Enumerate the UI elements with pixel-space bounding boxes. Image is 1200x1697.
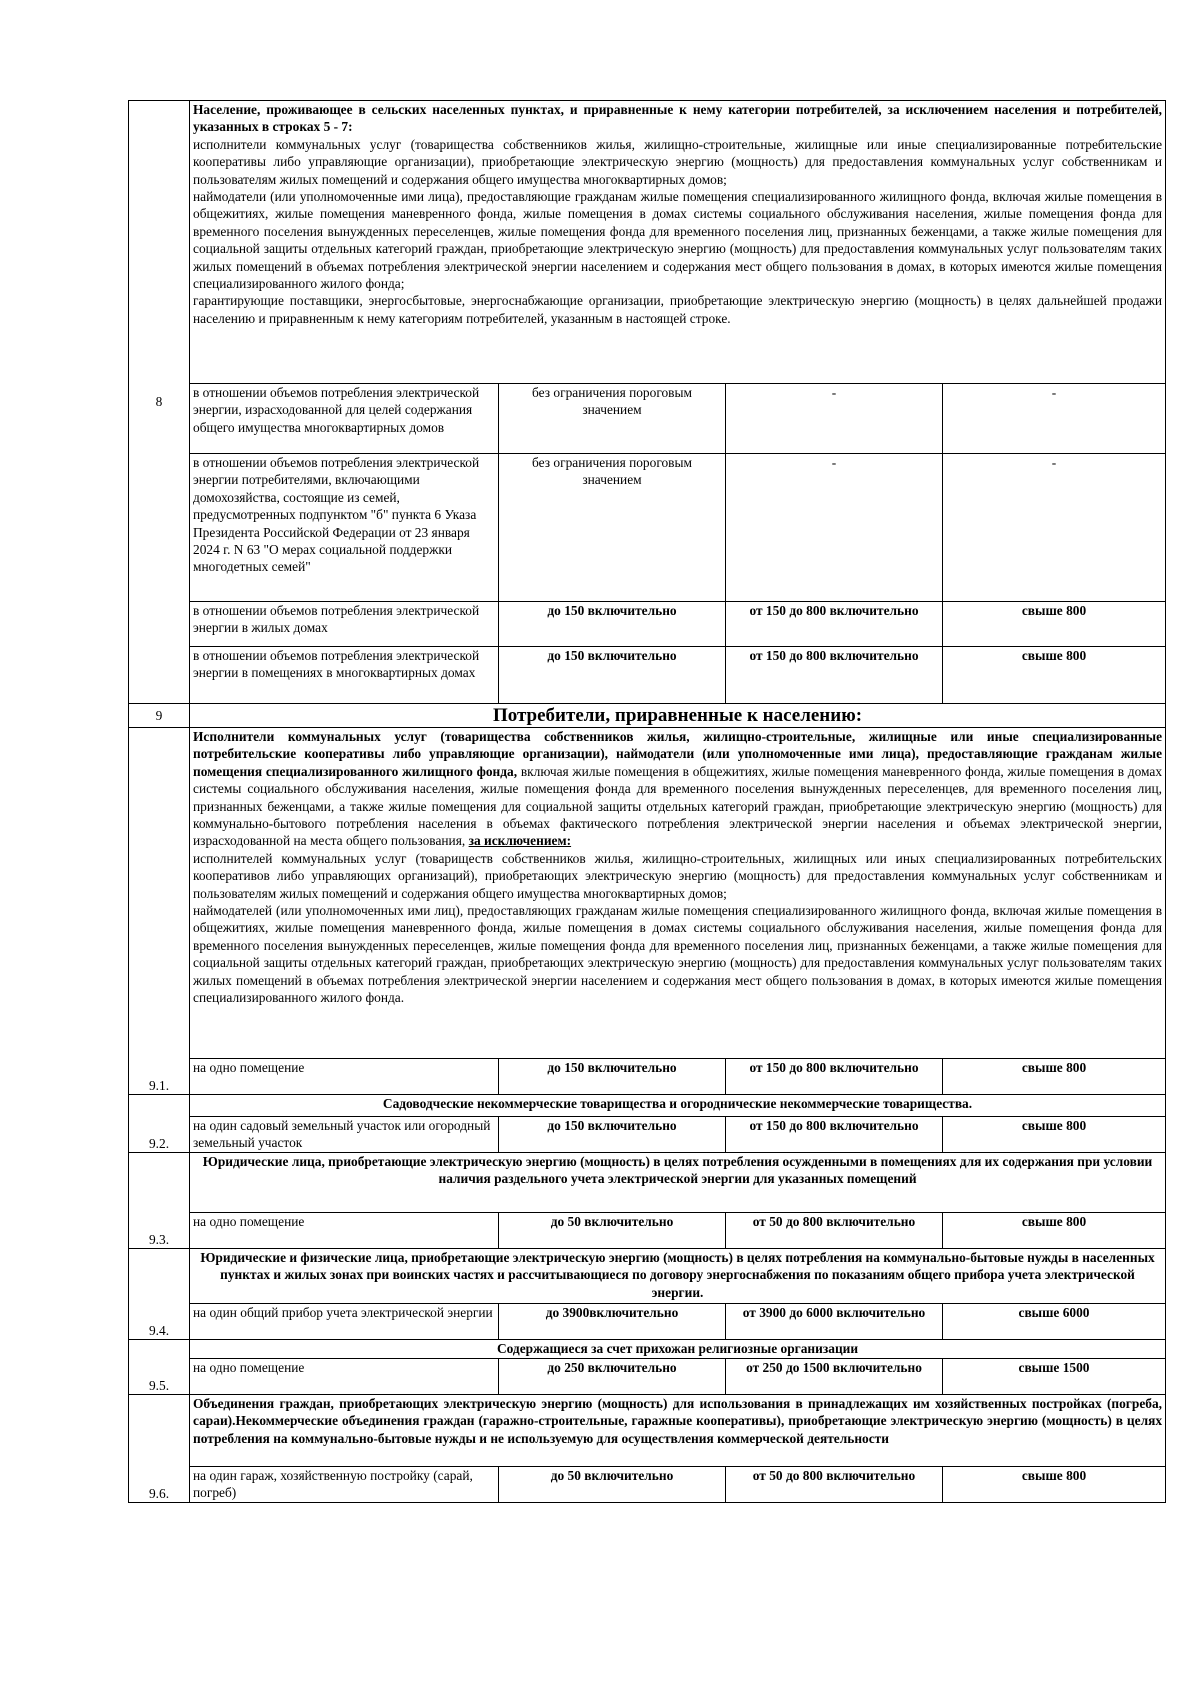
threshold-2: от 250 до 1500 включительно: [726, 1359, 943, 1395]
threshold-1: без ограничения пороговым значением: [499, 384, 726, 454]
threshold-1: до 3900включительно: [499, 1304, 726, 1340]
row-9-1-description: [190, 728, 1166, 1059]
row-8-paragraph-3: гарантирующие поставщики, энергосбытовые, энергоснабжающие организации, приобретающие электрическую энергию (мощность) в целях дальнейшей продажи населению и приравненным к нему категориям потребителей, указанным в настоящей строке.: [193, 293, 1163, 326]
threshold-2: от 150 до 800 включительно: [726, 1059, 943, 1095]
exception-label: за исключением:: [468, 833, 572, 849]
row-number-text: 9.3.: [148, 1231, 170, 1247]
sub-label: в отношении объемов потребления электрической энергии в жилых домах: [190, 602, 499, 647]
row-number-9-3: [129, 1153, 190, 1249]
sub-label: на один гараж, хозяйственную постройку (сарай, погреб): [190, 1467, 499, 1503]
row-number-text: 9.1.: [148, 1077, 170, 1093]
row-number-8: [129, 101, 190, 704]
row-9-3-head: [129, 1153, 1166, 1213]
row-8-sub-3: [129, 602, 1166, 647]
row-number-9-4: [129, 1249, 190, 1340]
row-number-text: 9.6.: [148, 1485, 170, 1501]
threshold-2: от 150 до 800 включительно: [726, 1117, 943, 1153]
threshold-3: -: [943, 384, 1166, 454]
row-number-text: 9.2.: [148, 1135, 170, 1151]
threshold-3: -: [943, 454, 1166, 602]
threshold-2: от 150 до 800 включительно: [726, 647, 943, 704]
threshold-3: свыше 800: [943, 602, 1166, 647]
threshold-3: свыше 800: [943, 1213, 1166, 1249]
row-number-9: [129, 704, 190, 728]
threshold-3: свыше 800: [943, 1467, 1166, 1503]
sub-label: на одно помещение: [190, 1359, 499, 1395]
row-9-1-paragraph-2: наймодателей (или уполномоченных ими лиц), предоставляющих гражданам жилые помещения специализированного жилищного фонда, включая жилые помещения в общежитиях, жилые помещения маневренного фонда, жилые помещения в домах системы социального обслуживания населения, жилые помещения фонда для временного поселения вынужденных переселенцев, жилые помещения фонда для временного поселения лиц, признанных беженцами, а также жилые помещения для социальной защиты отдельных категорий граждан, приобретающих электрическую энергию (мощность) для предоставления коммунальных услуг пользователям таких жилых помещений в объемах потребления электрической энергии населением и содержания мест общего пользования в домах, в которых имеются жилые помещения специализированного жилого фонда.: [193, 903, 1163, 1006]
row-9-2-head: [129, 1095, 1166, 1117]
threshold-3: свыше 800: [943, 1059, 1166, 1095]
row-number-text: 9.4.: [148, 1322, 170, 1338]
threshold-1: до 150 включительно: [499, 1059, 726, 1095]
sub-label: в отношении объемов потребления электрической энергии потребителями, включающими домохозяйства, состоящие из семей, предусмотренных подпунктом "б" пункта 6 Указа Президента Российской Федерации от 23 января 2024 г. N 63 "О мерах социальной поддержки многодетных семей": [190, 454, 499, 602]
threshold-3: свыше 800: [943, 1117, 1166, 1153]
sub-label: на одно помещение: [190, 1059, 499, 1095]
threshold-1: до 50 включительно: [499, 1213, 726, 1249]
threshold-3: свыше 6000: [943, 1304, 1166, 1340]
row-9-3-heading: Юридические лица, приобретающие электрическую энергию (мощность) в целях потребления осужденными в помещениях для их содержания при условии наличия раздельного учета электрической энергии для указанных помещений: [190, 1153, 1166, 1213]
row-9-6-heading: Объединения граждан, приобретающих электрическую энергию (мощность) для использования в принадлежащих им хозяйственных постройках (погреба, сараи).Некоммерческие объединения граждан (гаражно-строительные, гаражные кооперативы), приобретающие электрическую энергию (мощность) в целях потребления на коммунально-бытовые нужды и не используемую для осуществления коммерческой деятельности: [190, 1395, 1166, 1467]
row-number-9-6: [129, 1395, 190, 1503]
row-number-text: 8: [155, 394, 163, 410]
tariff-table: [128, 100, 1166, 1503]
threshold-1: без ограничения пороговым значением: [499, 454, 726, 602]
threshold-3: свыше 800: [943, 647, 1166, 704]
row-9-1-paragraph-1: исполнителей коммунальных услуг (товариществ собственников жилья, жилищно-строительных, жилищных или иных специализированных потребительских кооперативов либо управляющих организаций), приобретающих электрическую энергию (мощность) для предоставления коммунальных услуг собственникам и пользователям жилых помещений и содержания общего имущества многоквартирных домов;: [193, 850, 1163, 901]
row-9-5-heading: Содержащиеся за счет прихожан религиозные организации: [190, 1340, 1166, 1359]
row-9-1-values: [129, 1059, 1166, 1095]
threshold-1: до 50 включительно: [499, 1467, 726, 1503]
threshold-2: от 50 до 800 включительно: [726, 1213, 943, 1249]
row-9-5-head: [129, 1340, 1166, 1359]
row-number-9-2: [129, 1095, 190, 1153]
sub-label: на один садовый земельный участок или огородный земельный участок: [190, 1117, 499, 1153]
row-9-4-values: [129, 1304, 1166, 1340]
threshold-3: свыше 1500: [943, 1359, 1166, 1395]
row-9-4-head: [129, 1249, 1166, 1304]
row-number-text: 9: [155, 707, 163, 723]
row-9-title: [129, 704, 1166, 728]
row-number-text: 9.5.: [148, 1377, 170, 1393]
section-title: Потребители, приравненные к населению:: [190, 704, 1166, 728]
row-9-6-head: [129, 1395, 1166, 1467]
threshold-1: до 250 включительно: [499, 1359, 726, 1395]
row-number-9-5: [129, 1340, 190, 1395]
row-8-paragraph-2: наймодатели (или уполномоченные ими лица), предоставляющие гражданам жилые помещения специализированного жилищного фонда, включая жилые помещения в общежитиях, жилые помещения маневренного фонда, жилые помещения в домах системы социального обслуживания населения, жилые помещения фонда для временного поселения вынужденных переселенцев, жилые помещения фонда для временного поселения лиц, признанных беженцами, а также жилые помещения для социальной защиты отдельных категорий граждан, приобретающие электрическую энергию (мощность) для предоставления коммунальных услуг пользователям таких жилых помещений в объемах потребления электрической энергии населением и содержания мест общего пользования в домах, в которых имеются жилые помещения специализированного жилого фонда;: [193, 189, 1163, 292]
threshold-2: -: [726, 384, 943, 454]
row-8-sub-4: [129, 647, 1166, 704]
row-9-3-values: [129, 1213, 1166, 1249]
threshold-1: до 150 включительно: [499, 602, 726, 647]
sub-label: на одно помещение: [190, 1213, 499, 1249]
row-9-2-values: [129, 1117, 1166, 1153]
row-number-9-1: [129, 728, 190, 1095]
row-9-1-intro-rest: включая жилые помещения в общежитиях, жилые помещения маневренного фонда, жилые помещения в домах системы социального обслуживания населения, жилые помещения фонда для временного поселения вынужденных переселенцев, для временного поселения лиц, признанных беженцами, а также жилые помещения для социальной защиты отдельных категорий граждан, приобретающие электрическую энергию (мощность) для коммунально-бытового потребления населения в объемах фактического потребления электрической энергии населения и объемах электрической энергии, израсходованной на места общего пользования,: [193, 763, 1163, 849]
threshold-2: -: [726, 454, 943, 602]
row-9-1-intro: [129, 728, 1166, 1059]
sub-label: в отношении объемов потребления электрической энергии в помещениях в многоквартирных домах: [190, 647, 499, 704]
row-8-sub-1: [129, 384, 1166, 454]
row-9-2-heading: Садоводческие некоммерческие товарищества и огороднические некоммерческие товарищества.: [190, 1095, 1166, 1117]
threshold-2: от 50 до 800 включительно: [726, 1467, 943, 1503]
threshold-2: от 3900 до 6000 включительно: [726, 1304, 943, 1340]
threshold-1: до 150 включительно: [499, 1117, 726, 1153]
row-8-description: [190, 101, 1166, 384]
sub-label: на один общий прибор учета электрической энергии: [190, 1304, 499, 1340]
row-8-intro-bold: Население, проживающее в сельских населенных пунктах, и приравненные к нему категории потребителей, за исключением населения и потребителей, указанных в строках 5 - 7:: [193, 102, 1163, 135]
row-9-6-values: [129, 1467, 1166, 1503]
row-8-paragraph-1: исполнители коммунальных услуг (товарищества собственников жилья, жилищно-строительные, жилищные или иные специализированные потребительские кооперативы либо управляющие организации), приобретающие электрическую энергию (мощность) для предоставления коммунальных услуг собственникам и пользователям жилых помещений и содержания общего имущества многоквартирных домов;: [193, 136, 1163, 187]
row-8-sub-2: [129, 454, 1166, 602]
row-8-intro: [129, 101, 1166, 384]
threshold-2: от 150 до 800 включительно: [726, 602, 943, 647]
row-9-4-heading: Юридические и физические лица, приобретающие электрическую энергию (мощность) в целях потребления на коммунально-бытовые нужды в населенных пунктах и жилых зонах при воинских частях и рассчитывающиеся по договору энергоснабжения по показаниям общего прибора учета электрической энергии.: [190, 1249, 1166, 1304]
threshold-1: до 150 включительно: [499, 647, 726, 704]
row-9-5-values: [129, 1359, 1166, 1395]
row-9-1-intro-bold: Исполнители коммунальных услуг (товарищества собственников жилья, жилищно-строительные, жилищные или иные специализированные потребительские кооперативы либо управляющие организации), наймодатели (или уполномоченные ими лица), предоставляющие гражданам жилые помещения специализированного жилищного фонда,: [193, 729, 1163, 779]
sub-label: в отношении объемов потребления электрической энергии, израсходованной для целей содержания общего имущества многоквартирных домов: [190, 384, 499, 454]
